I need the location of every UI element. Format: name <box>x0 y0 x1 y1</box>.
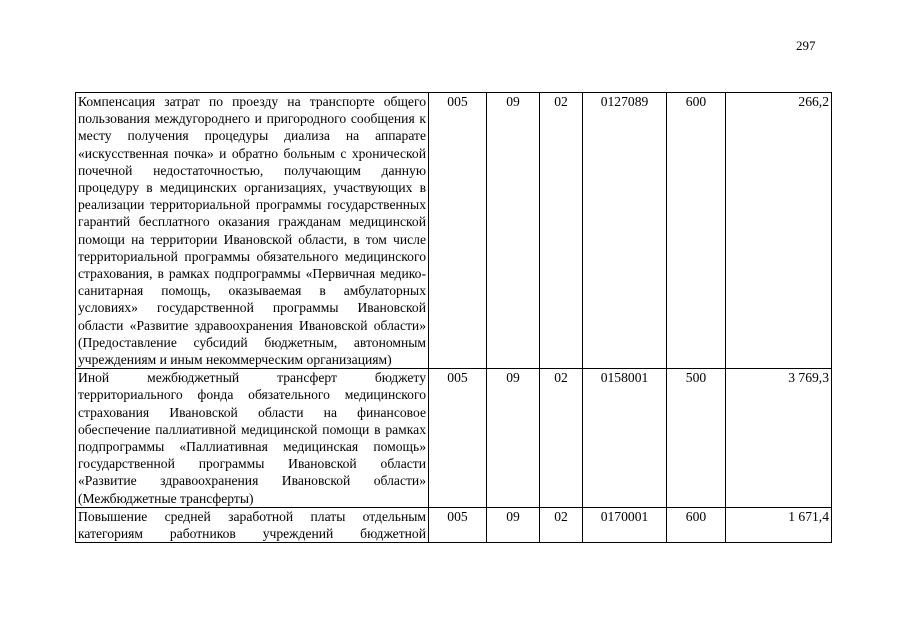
subsection-code-cell: 02 <box>540 369 583 508</box>
expense-type-cell: 600 <box>667 93 726 369</box>
amount-cell: 1 671,4 <box>726 507 832 542</box>
ministry-code-cell: 005 <box>429 507 487 542</box>
expense-name-cell: Компенсация затрат по проезду на транспорте общего пользования междугороднего и пригородного сообщения к месту получения процедуры диализа на аппарате «искусственная почка» и обратно больным с хронической почечной недостаточностью, получающим данную процедуру в медицинских организациях, участвующих в реализации территориальной программы государственных гарантий бесплатного оказания гражданам медицинской помощи на территории Ивановской области, в том числе территориальной программы обязательного медицинского страхования, в рамках подпрограммы «Первичная медико-санитарная помощь, оказываемая в амбулаторных условиях» государственной программы Ивановской области «Развитие здравоохранения Ивановской области» (Предоставление субсидий бюджетным, автономным учреждениям и иным некоммерческим организациям) <box>76 93 429 369</box>
expense-type-cell: 500 <box>667 369 726 508</box>
target-article-cell: 0170001 <box>583 507 667 542</box>
target-article-cell: 0127089 <box>583 93 667 369</box>
ministry-code-cell: 005 <box>429 93 487 369</box>
amount-cell: 3 769,3 <box>726 369 832 508</box>
amount-cell: 266,2 <box>726 93 832 369</box>
section-code-cell: 09 <box>487 507 540 542</box>
section-code-cell: 09 <box>487 369 540 508</box>
target-article-cell: 0158001 <box>583 369 667 508</box>
subsection-code-cell: 02 <box>540 93 583 369</box>
table-row <box>76 93 832 369</box>
table-row <box>76 507 832 542</box>
ministry-code-cell: 005 <box>429 369 487 508</box>
subsection-code-cell: 02 <box>540 507 583 542</box>
page-number: 297 <box>796 38 816 53</box>
expense-type-cell: 600 <box>667 507 726 542</box>
expense-name-cell: Иной межбюджетный трансферт бюджету территориального фонда обязательного медицинского страхования Ивановской области на финансовое обеспечение паллиативной медицинской помощи в рамках подпрограммы «Паллиативная медицинская помощь» государственной программы Ивановской области «Развитие здравоохранения Ивановской области» (Межбюджетные трансферты) <box>76 369 429 508</box>
table-row <box>76 369 832 508</box>
expense-name-cell: Повышение средней заработной платы отдельным категориям работников учреждений бюджетной <box>76 507 429 542</box>
budget-table <box>75 92 832 543</box>
section-code-cell: 09 <box>487 93 540 369</box>
